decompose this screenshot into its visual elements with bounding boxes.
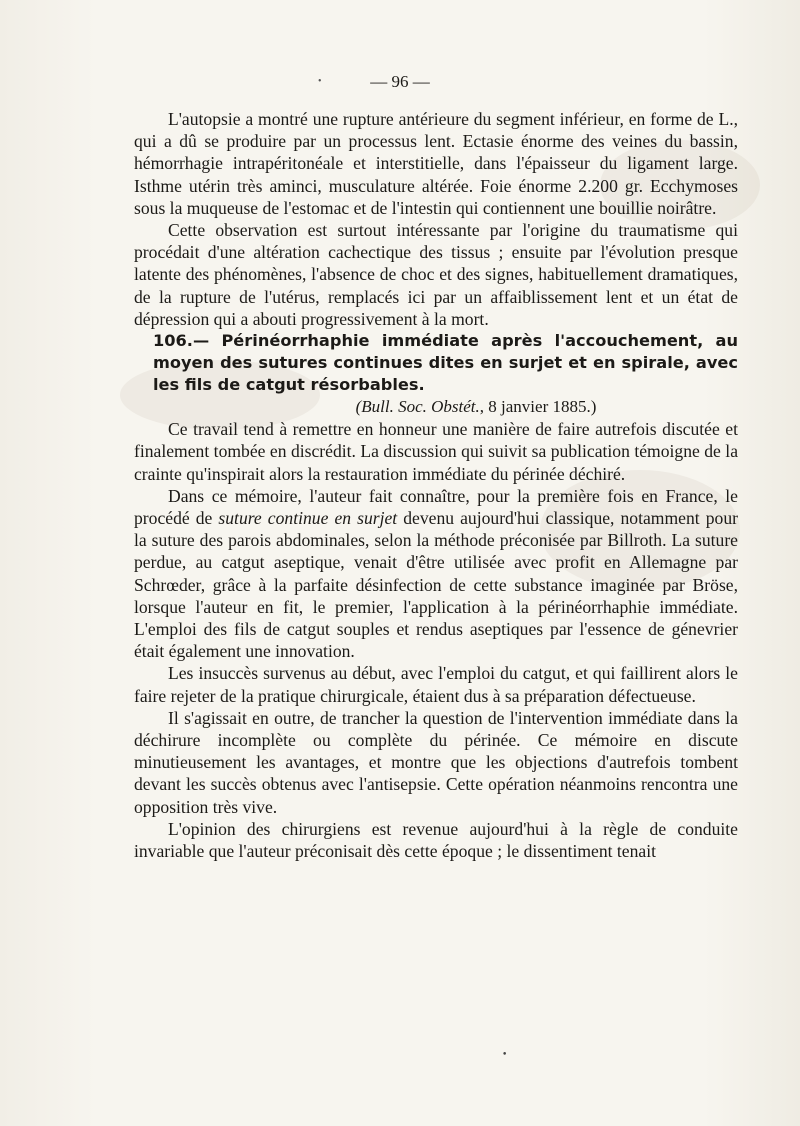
reference-journal: (Bull. Soc. Obstét. — [355, 397, 480, 417]
paragraph-4: Il s'agissait en outre, de trancher la question de l'intervention immédiate dans la déchirure incomplète ou complète du périnée. Ce mémoire en discute minutieusement les avantages, et montre que les objections d'autrefois tombent devant les succès obtenus avec l'antisepsie. Cette opération néanmoins rencontra une opposition très vive. — [134, 707, 738, 817]
section-title: 106.— Périnéorrhaphie immédiate après l'accouchement, au moyen des sutures continues dites en surjet et en spirale, avec les fils de catgut résorbables. — [153, 331, 738, 395]
reference-date: , 8 janvier 1885.) — [479, 397, 597, 417]
paragraph-autopsy: L'autopsie a montré une rupture antérieure du segment inférieur, en forme de L., qui a dû se produire par un processus lent. Ectasie énorme des veines du bassin, hémorrhagie intrapéritonéale et interstitielle, dans l'épaisseur du ligament large. Isthme utérin très aminci, musculature altérée. Foie énorme 2.200 gr. Ecchymoses sous la muqueuse de l'estomac et de l'intestin qui contiennent une bouillie noirâtre. — [134, 109, 738, 218]
page-number — [0, 72, 800, 92]
paragraph-1: Ce travail tend à remettre en honneur une manière de faire autrefois discutée et finalement tombée en discrédit. La discussion qui suivit sa publication témoigne de la crainte qu'inspirait alors la restauration immédiate du périnée déchiré. — [134, 419, 738, 484]
paragraph-3: Les insuccès survenus au début, avec l'emploi du catgut, et qui faillirent alors le faire rejeter de la pratique chirurgicale, étaient dus à sa préparation défectueuse. — [134, 663, 738, 706]
page-number-text: — 96 — — [370, 72, 430, 91]
body-text — [134, 108, 738, 862]
paragraph-2-end: devenu aujourd'hui classique, notamment pour la suture des parois abdominales, selon la méthode préconisée par Billroth. La suture perdue, au catgut aseptique, venait d'être utilisée avec profit en Allemagne par Schrœder, grâce à la parfaite désinfection de cette substance imaginée par Bröse, lorsque l'auteur en fit, le premier, l'application à la périnéorrhaphie immédiate. L'emploi des fils de catgut souples et rendus aseptiques par l'essence de génevrier était également une innovation. — [134, 508, 738, 662]
ink-dot: • — [502, 1050, 508, 1060]
paragraph-2-start: Dans ce mémoire, l'auteur fait connaître, pour la première fois en France, le procédé de — [134, 485, 738, 529]
paragraph-2 — [134, 485, 738, 663]
paragraph-5: L'opinion des chirurgiens est revenue aujourd'hui à la règle de conduite invariable que l'auteur préconisait dès cette époque ; le dissentiment tenait — [134, 818, 738, 862]
reference — [134, 396, 738, 418]
paragraph-2-emphasis: suture continue en surjet — [218, 508, 398, 529]
ink-dot: • — [318, 76, 322, 87]
paragraph-observation: Cette observation est surtout intéressante par l'origine du traumatisme qui procédait d'une altération cachectique des tissus ; ensuite par l'évolution presque latente des phénomènes, l'absence de choc et des signes, habituellement dramatiques, de la rupture de l'utérus, remplacés ici par un affaiblissement lent et un état de dépression qui a abouti progressivement à la mort. — [134, 220, 738, 329]
